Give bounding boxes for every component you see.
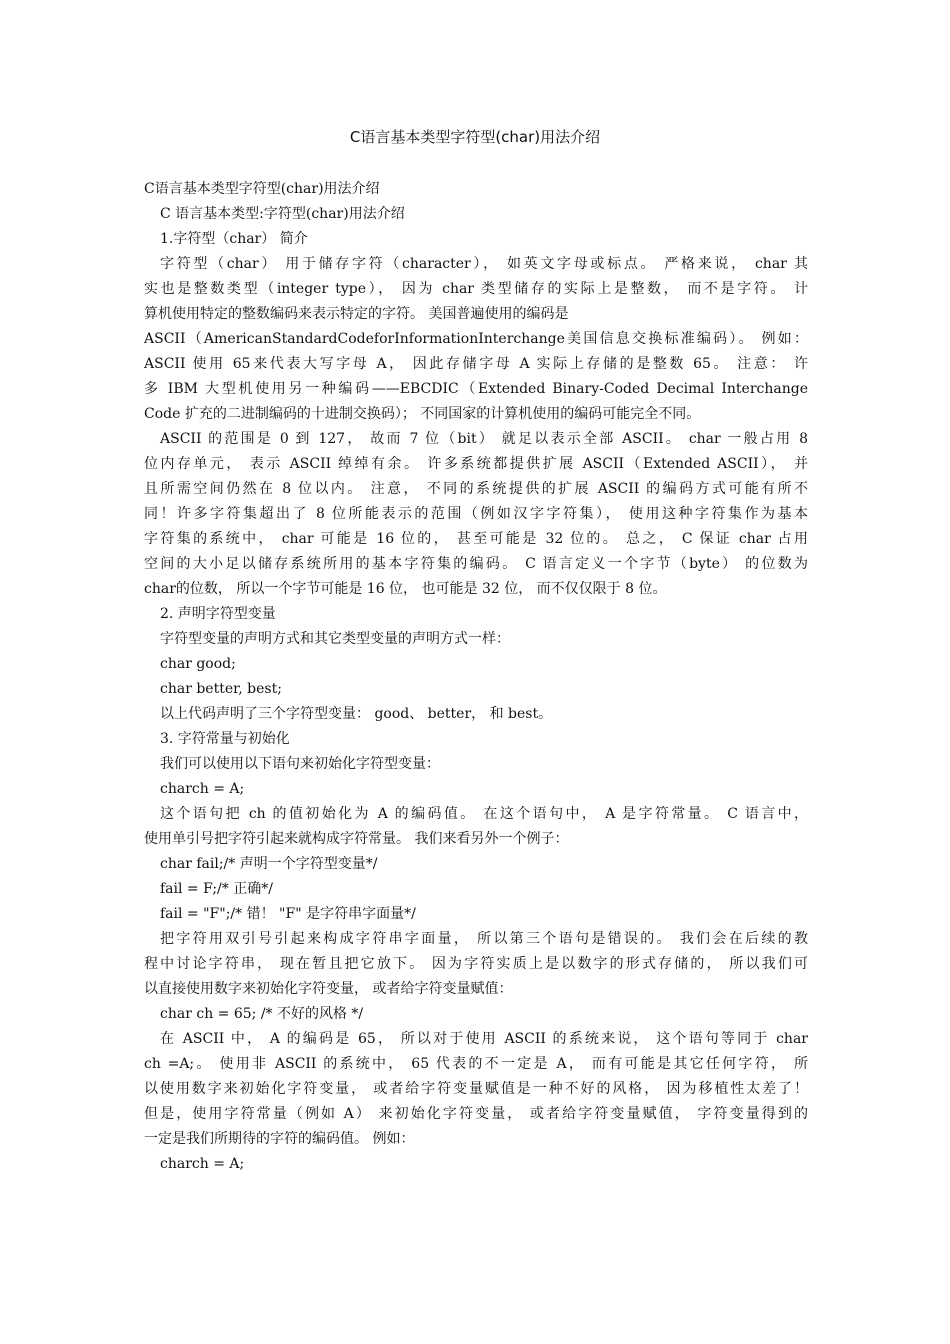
text-line: ASCII 的范围是 0 到 127， 故而 7 位（bit） 就足以表示全部 ASCII。 char 一般占用 8 bbox=[160, 431, 808, 447]
text-line: 在 ASCII 中， A 的编码是 65， 所以对于使用 ASCII 的系统来说， 这个语句等同于 char bbox=[160, 1031, 808, 1047]
text-line: 2. 声明字符型变量 bbox=[160, 606, 276, 622]
text-line: 且所需空间仍然在 8 位以内。 注意， 不同的系统提供的扩展 ASCII 的编码方式可能有所不 bbox=[144, 481, 808, 497]
text-line: char ch = 65; /* 不好的风格 */ bbox=[160, 1006, 364, 1022]
text-line: Code 扩充的二进制编码的十进制交换码）； 不同国家的计算机使用的编码可能完全不同。 bbox=[144, 406, 701, 422]
text-line: 一定是我们所期待的字符的编码值。 例如： bbox=[144, 1131, 415, 1147]
text-line: 算机使用特定的整数编码来表示特定的字符。 美国普遍使用的编码是 bbox=[144, 306, 569, 322]
text-line: char good; bbox=[160, 656, 236, 672]
document-title: C语言基本类型字符型(char)用法介绍 bbox=[349, 128, 601, 146]
text-line: 空间的大小足以储存系统所用的基本字符集的编码。 C 语言定义一个字节（byte） 的位数为 bbox=[144, 556, 808, 572]
text-line: 但是，使用字符常量（例如 A） 来初始化字符变量， 或者给字符变量赋值， 字符变量得到的 bbox=[144, 1106, 808, 1122]
text-line: ASCII 使用 65来代表大写字母 A， 因此存储字母 A 实际上存储的是整数 65。 注意： 许 bbox=[144, 356, 808, 372]
text-line: fail = F;/* 正确*/ bbox=[160, 881, 273, 897]
text-line: 这个语句把 ch 的值初始化为 A 的编码值。 在这个语句中， A 是字符常量。 C 语言中， bbox=[160, 806, 808, 822]
text-line: 多 IBM 大型机使用另一种编码——EBCDIC（Extended Binary‐Coded Decimal Interchange bbox=[144, 381, 808, 397]
text-line: 程中讨论字符串， 现在暂且把它放下。 因为字符实质上是以数字的形式存储的， 所以我们可 bbox=[144, 956, 808, 972]
text-line: 把字符用双引号引起来构成字符串字面量， 所以第三个语句是错误的。 我们会在后续的教 bbox=[160, 931, 808, 947]
text-line: charch = A; bbox=[160, 1156, 245, 1172]
text-line: 实也是整数类型（integer type）， 因为 char 类型储存的实际上是整数， 而不是字符。 计 bbox=[144, 281, 808, 297]
text-line: char fail;/* 声明一个字符型变量*/ bbox=[160, 856, 378, 872]
text-line: 以使用数字来初始化字符变量， 或者给字符变量赋值是一种不好的风格， 因为移植性太差了！ bbox=[144, 1081, 808, 1097]
text-line: 以上代码声明了三个字符型变量： good、 better， 和 best。 bbox=[160, 706, 553, 722]
text-line: 3. 字符常量与初始化 bbox=[160, 731, 290, 747]
text-line: 字符型（char） 用于储存字符（character）， 如英文字母或标点。 严格来说， char 其 bbox=[160, 256, 808, 272]
text-line: 同！许多字符集超出了 8 位所能表示的范围（例如汉字字符集）， 使用这种字符集作为基本 bbox=[144, 506, 808, 522]
text-line: char better, best; bbox=[160, 681, 282, 697]
text-line: 我们可以使用以下语句来初始化字符型变量： bbox=[160, 756, 440, 772]
text-line: C语言基本类型字符型(char)用法介绍 bbox=[144, 181, 380, 197]
text-line: ASCII（AmericanStandardCodeforInformationInterchange美国信息交换标准编码）。 例如： bbox=[144, 331, 808, 347]
text-line: 使用单引号把字符引起来就构成字符常量。 我们来看另外一个例子： bbox=[144, 831, 569, 847]
document-body bbox=[144, 177, 808, 1177]
text-line: 位内存单元， 表示 ASCII 绰绰有余。 许多系统都提供扩展 ASCII（Extended ASCII）， 并 bbox=[144, 456, 808, 472]
text-line: 字符集的系统中， char 可能是 16 位的， 甚至可能是 32 位的。 总之， C 保证 char 占用 bbox=[144, 531, 808, 547]
text-line: 以直接使用数字来初始化字符变量， 或者给字符变量赋值： bbox=[144, 981, 513, 997]
text-line: char的位数， 所以一个字节可能是 16 位， 也可能是 32 位， 而不仅仅限于 8 位。 bbox=[144, 581, 667, 597]
text-line: C 语言基本类型:字符型(char)用法介绍 bbox=[160, 206, 405, 222]
text-line: charch = A; bbox=[160, 781, 245, 797]
text-line: 1.字符型（char） 简介 bbox=[160, 231, 308, 247]
text-line: fail = "F";/* 错！ "F" 是字符串字面量*/ bbox=[160, 906, 416, 922]
text-line: ch =A;。 使用非 ASCII 的系统中， 65 代表的不一定是 A， 而有可能是其它任何字符， 所 bbox=[144, 1056, 808, 1072]
text-line: 字符型变量的声明方式和其它类型变量的声明方式一样： bbox=[160, 631, 510, 647]
